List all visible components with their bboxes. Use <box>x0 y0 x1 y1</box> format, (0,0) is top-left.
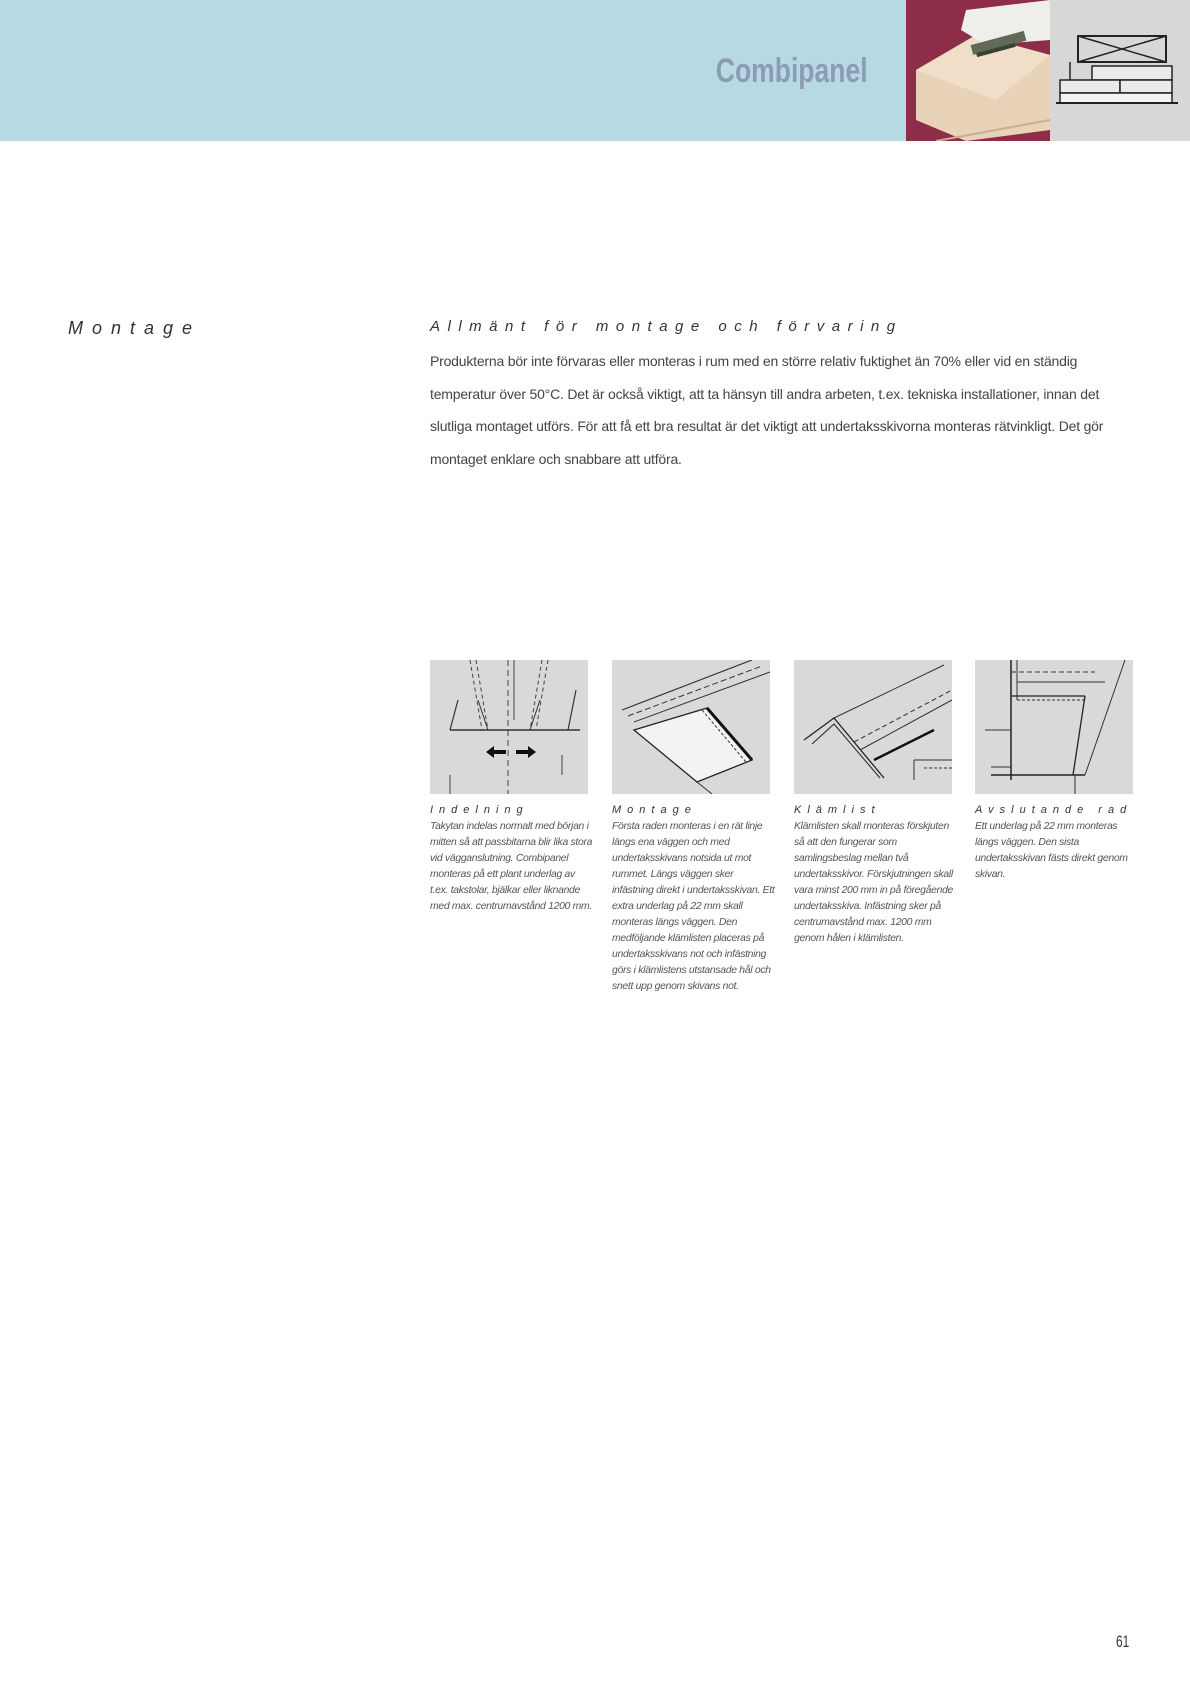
klamlist-figure <box>794 660 952 794</box>
header-band <box>0 0 906 141</box>
step-montage <box>612 660 775 995</box>
step-text: Takytan indelas normalt med början i mitten så att passbitarna blir lika stora vid vägganslutning. Combipanel monteras på ett plant underlag av t.ex. takstolar, bjälkar eller liknande med max. centrumavstånd 1200 mm. <box>430 821 593 912</box>
step-text: Klämlisten skall monteras förskjuten så att den fungerar som samlingsbeslag mellan två undertaksskivor. Förskjutningen skall vara minst 200 mm in på föregående undertaksskiva. Infästning sker på centrumavstånd max. 1200 mm genom hålen i klämlisten. <box>794 821 954 944</box>
step-title: Indelning <box>430 804 529 816</box>
ceiling-panel-photo <box>906 0 1050 141</box>
section-label: Montage <box>68 318 202 338</box>
step-indelning <box>430 660 593 915</box>
step-title: Avslutande rad <box>975 804 1133 816</box>
step-title: Klämlist <box>794 804 881 816</box>
step-text: Första raden monteras i en rät linje längs ena väggen och med undertaksskivans notsida ut mot rummet. Längs väggen sker infästning direkt i undertaksskivan. Ett extra underlag på 22 mm skall monteras längs väggen. Den medföljande klämlisten placeras på undertaksskivans not och infästning görs i klämlistens utstansade hål och snett upp genom skivans not. <box>612 821 775 992</box>
page-number: 61 <box>1116 1632 1130 1651</box>
page-title: Combipanel <box>716 52 868 90</box>
panel-profile-diagram-icon <box>1050 0 1190 141</box>
avslutande-rad-figure <box>975 660 1133 794</box>
montage-figure <box>612 660 770 794</box>
step-klamlist <box>794 660 954 947</box>
step-title: Montage <box>612 804 697 816</box>
section-heading: Allmänt för montage och förvaring <box>430 318 903 335</box>
step-avslutande-rad <box>975 660 1135 883</box>
indelning-figure <box>430 660 588 794</box>
intro-paragraph: Produkterna bör inte förvaras eller monteras i rum med en större relativ fuktighet än 70% eller vid en ständig temperatur över 50°C. Det är också viktigt, att ta hänsyn till andra arbeten, t.ex. tekniska installationer, innan det slutliga montaget utförs. För att få ett bra resultat är det viktigt att undertaksskivorna monteras rätvinkligt. Det gör montaget enklare och snabbare att utföra. <box>430 353 1104 467</box>
step-text: Ett underlag på 22 mm monteras längs väggen. Den sista undertaksskivan fästs direkt genom skivan. <box>975 821 1128 880</box>
